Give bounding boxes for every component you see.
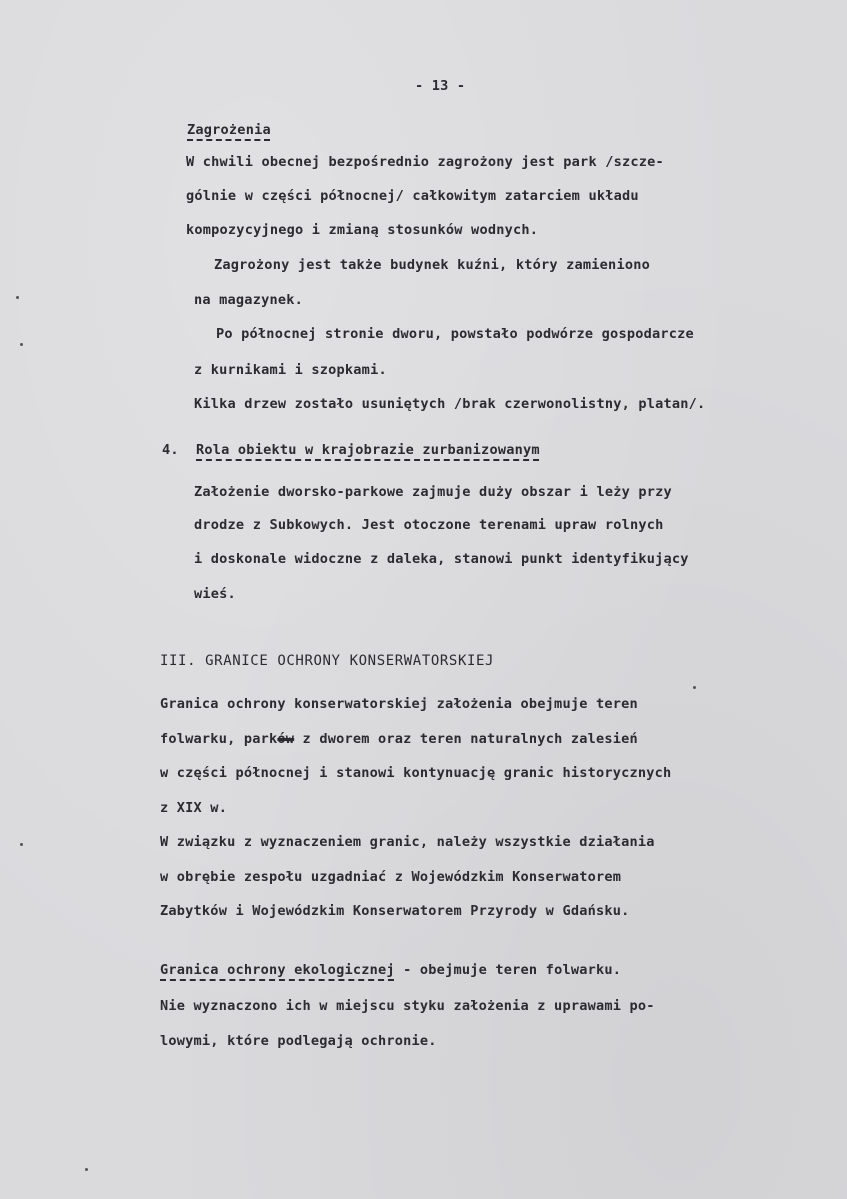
struck-out-text: ów xyxy=(277,731,295,747)
section-4-heading: Rola obiektu w krajobrazie zurbanizowanym xyxy=(196,442,540,458)
section-3-line-5: W związku z wyznaczeniem granic, należy wszystkie działania xyxy=(160,834,655,850)
section-4-number: 4. xyxy=(162,442,179,458)
paper-speck xyxy=(693,686,696,689)
ecological-heading: Granica ochrony ekologicznej xyxy=(160,962,395,978)
section-3-heading: III. GRANICE OCHRONY KONSERWATORSKIEJ xyxy=(160,653,495,669)
threats-line-4: Zagrożony jest także budynek kuźni, który zamieniono xyxy=(214,257,650,273)
section-3-line-2-start: folwarku, park xyxy=(160,731,278,747)
section-3-line-7: Zabytków i Wojewódzkim Konserwatorem Przyrody w Gdańsku. xyxy=(160,903,630,919)
threats-line-2: gólnie w części północnej/ całkowitym zatarciem układu xyxy=(186,188,639,204)
paper-speck xyxy=(20,843,23,846)
section-4-line-1: Założenie dworsko-parkowe zajmuje duży obszar i leży przy xyxy=(194,484,672,500)
ecological-heading-line xyxy=(160,962,621,978)
section-3-line-3: w części północnej i stanowi kontynuację granic historycznych xyxy=(160,765,672,781)
section-4-line-4: wieś. xyxy=(194,586,236,602)
section-3-line-2-end: z dworem oraz teren naturalnych zalesień xyxy=(294,731,638,747)
paper-speck xyxy=(20,343,23,346)
threats-line-5: na magazynek. xyxy=(194,292,303,308)
threats-line-8: Kilka drzew zostało usuniętych /brak czerwonolistny, platan/. xyxy=(194,396,706,412)
ecological-line-2: lowymi, które podlegają ochronie. xyxy=(160,1033,437,1049)
threats-heading: Zagrożenia xyxy=(187,122,271,138)
section-4-line-2: drodze z Subkowych. Jest otoczone terenami upraw rolnych xyxy=(194,517,664,533)
threats-line-7: z kurnikami i szopkami. xyxy=(194,362,387,378)
threats-line-6: Po północnej stronie dworu, powstało podwórze gospodarcze xyxy=(216,326,694,342)
ecological-heading-rest: - obejmuje teren folwarku. xyxy=(394,962,622,978)
threats-line-1: W chwili obecnej bezpośrednio zagrożony jest park /szcze- xyxy=(186,154,664,170)
threats-line-3: kompozycyjnego i zmianą stosunków wodnych. xyxy=(186,222,539,238)
paper-speck xyxy=(85,1168,88,1171)
section-4-line-3: i doskonale widoczne z daleka, stanowi punkt identyfikujący xyxy=(194,551,689,567)
page-number: - 13 - xyxy=(415,78,466,94)
section-3-line-1: Granica ochrony konserwatorskiej założenia obejmuje teren xyxy=(160,696,638,712)
paper-speck xyxy=(16,296,19,299)
ecological-line-1: Nie wyznaczono ich w miejscu styku założenia z uprawami po- xyxy=(160,998,655,1014)
section-3-line-4: z XIX w. xyxy=(160,800,228,816)
section-3-line-2 xyxy=(160,731,638,747)
section-3-line-6: w obrębie zespołu uzgadniać z Wojewódzkim Konserwatorem xyxy=(160,869,622,885)
